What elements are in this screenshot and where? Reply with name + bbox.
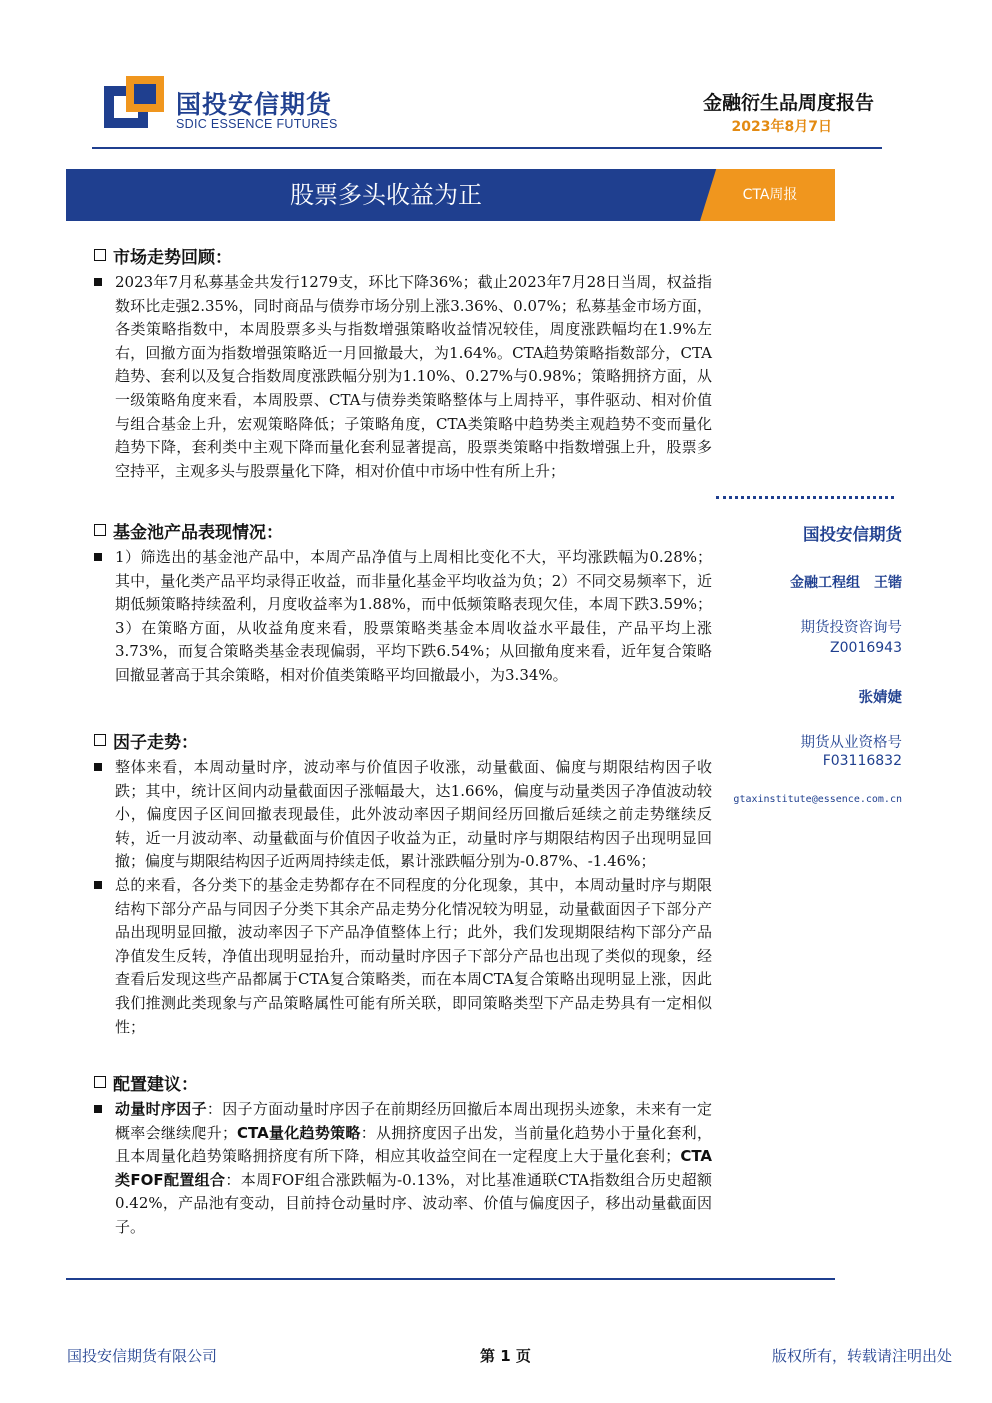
bullet-square-icon (94, 881, 102, 889)
footer-rule (66, 1278, 835, 1280)
checkbox-square-icon (94, 524, 106, 536)
sidebar-analyst-2: 张婧婕 (858, 690, 902, 706)
section-heading (92, 243, 712, 267)
advice-text: ：从拥挤度因子出发，当前量化趋势小于量化套利，且本周量化趋势策略拥挤度有所下降，相应其收益空间在一定程度上大于量化套利； (115, 1123, 712, 1166)
bullet-square-icon (94, 763, 102, 771)
page-title: 股票多头收益为正 (290, 181, 482, 209)
header-rule (92, 147, 882, 149)
bullet-paragraph (92, 756, 712, 874)
section-heading (92, 728, 712, 752)
sidebar-dotted-divider (716, 496, 894, 499)
paragraph-text: 1）筛选出的基金池产品中，本周产品净值与上周相比变化不大，平均涨跌幅为0.28%；其中，量化类产品平均录得正收益，而非量化基金平均收益为负；2）不同交易频率下，近期低频策略持续盈利，月度收益率为1.88%，而中低频策略表现欠佳，本周下跌3.59%；3）在策略方面，从收益角度来看，股票策略类基金本周收益水平最佳，产品平均上涨3.73%，而复合策略类基金表现偏弱，平均下跌6.54%；从回撤角度来看，近年复合策略回撤显著高于其余策略，相对价值类策略平均回撤最小，为3.34%。 (115, 548, 712, 684)
sidebar-qualification-number: F03116832 (822, 753, 902, 769)
sidebar-qualification-label: 期货从业资格号 (800, 735, 902, 751)
report-tag: CTA周报 (742, 187, 798, 203)
bullet-square-icon (94, 278, 102, 286)
advice-text: ：本周FOF组合涨跌幅为-0.13%，对比基准通联CTA指数组合历史超额0.42%，产品池有变动，目前持仓动量时序、波动率、价值与偏度因子，移出动量截面因子。 (115, 1170, 712, 1236)
checkbox-square-icon (94, 734, 106, 746)
sidebar-email[interactable]: gtaxinstitute@essence.com.cn (733, 794, 902, 805)
bullet-paragraph (92, 271, 712, 483)
checkbox-square-icon (94, 249, 106, 261)
report-date: 2023年8月7日 (731, 119, 832, 135)
advice-text: ：因子方面动量时序因子在前期经历回撤后本周出现拐头迹象，未来有一定概率会继续爬升； (115, 1100, 712, 1142)
brand-name-en: SDIC ESSENCE FUTURES (176, 117, 338, 131)
section-heading (92, 1070, 712, 1094)
bullet-paragraph (92, 874, 712, 1039)
sidebar-license-number: Z0016943 (830, 640, 902, 656)
paragraph-text: 2023年7月私募基金共发行1279支，环比下降36%；截止2023年7月28日当周，权益指数环比走强2.35%，同时商品与债券市场分别上涨3.36%、0.07%；私募基金市场方面，各类策略指数中，本周股票多头与指数增强策略收益情况较佳，周度涨跌幅均在1.9%左右，回撤方面为指数增强策略近一月回撤最大，为1.64%。CTA趋势策略指数部分，CTA趋势、套利以及复合指数周度涨跌幅分别为1.10%、0.27%与0.98%；策略拥挤方面，从一级策略角度来看，本周股票、CTA与债券类策略整体与上周持平，事件驱动、相对价值与组合基金上升，宏观策略降低；子策略角度，CTA类策略中趋势类主观趋势不变而量化趋势下降，套利类中主观下降而量化套利显著提高，股票类策略中指数增强上升，股票多空持平，主观多头与股票量化下降，相对价值中市场中性有所上升； (115, 273, 712, 480)
advice-keyword: 动量时序因子 (115, 1100, 207, 1118)
section-title: 基金池产品表现情况： (113, 522, 283, 543)
footer-copyright: 版权所有，转载请注明出处 (771, 1347, 952, 1365)
bullet-square-icon (94, 1105, 102, 1113)
sidebar-license-label: 期货投资咨询号 (800, 620, 902, 636)
section-title: 市场走势回顾： (113, 247, 232, 268)
paragraph-text: 整体来看，本周动量时序，波动率与价值因子收涨，动量截面、偏度与期限结构因子收跌；其中，统计区间内动量截面因子涨幅最大，达1.66%，偏度与动量类因子净值波动较小，偏度因子区间回撤表现最佳，此外波动率因子期间经历回撤后延续之前走势继续反转，近一月波动率、动量截面与价值因子收益为正，动量时序与期限结构因子出现明显回撤；偏度与期限结构因子近两周持续走低，累计涨跌幅分别为-0.87%、-1.46%； (115, 758, 712, 871)
sidebar-analyst: 金融工程组 王锴 (790, 575, 902, 591)
bullet-paragraph (92, 546, 712, 688)
sidebar-org: 国投安信期货 (803, 525, 902, 544)
footer-company: 国投安信期货有限公司 (67, 1347, 218, 1365)
footer-page-number: 第 1 页 (480, 1347, 531, 1365)
section-allocation-advice (92, 1070, 712, 1240)
section-heading (92, 518, 712, 542)
advice-keyword: CTA类FOF配置组合 (115, 1147, 712, 1189)
bullet-square-icon (94, 553, 102, 561)
logo-inner-square (134, 84, 156, 104)
company-logo (104, 76, 164, 128)
brand-name-cn: 国投安信期货 (176, 90, 333, 119)
section-fund-pool (92, 518, 712, 688)
report-type: 金融衍生品周度报告 (702, 92, 874, 114)
advice-keyword: CTA量化趋势策略 (237, 1123, 361, 1142)
paragraph-text: 总的来看，各分类下的基金走势都存在不同程度的分化现象，其中，本周动量时序与期限结构下部分产品与同因子分类下其余产品走势分化情况较为明显，动量截面因子下部分产品出现明显回撤，波动率因子下产品净值整体上行；此外，我们发现期限结构下部分产品净值发生反转，净值出现明显抬升，而动量时序因子下部分产品也出现了类似的现象，经查看后发现这些产品都属于CTA复合策略类，而在本周CTA复合策略出现明显上涨，因此我们推测此类现象与产品策略属性可能有所关联，即同策略类型下产品走势具有一定相似性； (115, 875, 712, 1036)
section-title: 配置建议： (113, 1074, 198, 1095)
checkbox-square-icon (94, 1076, 106, 1088)
bullet-paragraph (92, 1098, 712, 1240)
section-factor-trend (92, 728, 712, 1039)
section-market-review (92, 243, 712, 483)
section-title: 因子走势： (113, 732, 198, 753)
